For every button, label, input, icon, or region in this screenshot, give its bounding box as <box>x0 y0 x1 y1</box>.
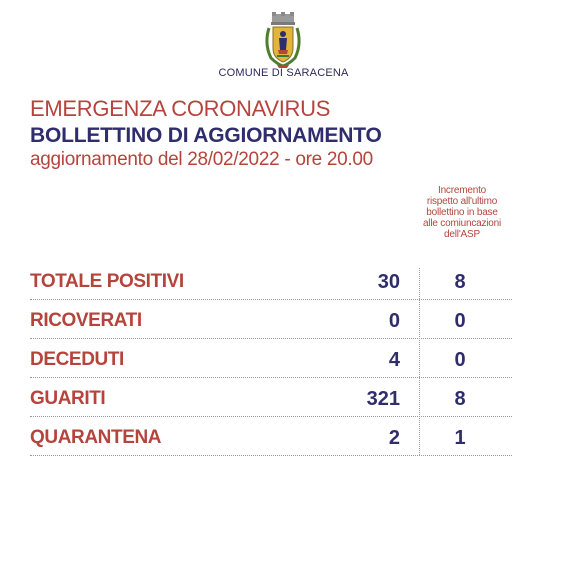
table-row-ricoverati <box>30 307 512 346</box>
headline-emergency: EMERGENZA CORONAVIRUS <box>30 96 331 121</box>
row-label: GUARITI <box>30 388 106 409</box>
row-value: 321 <box>366 388 400 410</box>
row-increment: 0 <box>454 349 466 371</box>
row-label: TOTALE POSITIVI <box>30 271 184 292</box>
increment-column-note: Incremento rispetto all'ultimo bollettino in base alle comiuncazioni dell'ASP <box>422 185 502 240</box>
row-divider <box>30 299 512 300</box>
row-value: 2 <box>388 427 400 449</box>
row-divider <box>30 338 512 339</box>
row-label: RICOVERATI <box>30 310 142 331</box>
row-label: QUARANTENA <box>30 427 162 448</box>
comune-name: COMUNE DI SARACENA <box>218 67 349 79</box>
coat-of-arms-icon <box>263 12 303 68</box>
table-row-quarantena <box>30 424 512 463</box>
update-timestamp: aggiornamento del 28/02/2022 - ore 20.00 <box>30 149 373 170</box>
row-value: 30 <box>377 271 400 293</box>
row-divider <box>30 377 512 378</box>
stats-table <box>30 268 512 463</box>
row-divider <box>30 455 512 456</box>
row-increment: 8 <box>454 388 466 410</box>
headline-bulletin: BOLLETTINO DI AGGIORNAMENTO <box>30 124 382 147</box>
row-value: 0 <box>388 310 400 332</box>
row-increment: 0 <box>454 310 466 332</box>
table-row-totale-positivi <box>30 268 512 307</box>
table-row-deceduti <box>30 346 512 385</box>
row-value: 4 <box>388 349 400 371</box>
table-row-guariti <box>30 385 512 424</box>
row-increment: 8 <box>454 271 466 293</box>
row-label: DECEDUTI <box>30 349 124 370</box>
row-divider <box>30 416 512 417</box>
row-increment: 1 <box>454 427 466 449</box>
